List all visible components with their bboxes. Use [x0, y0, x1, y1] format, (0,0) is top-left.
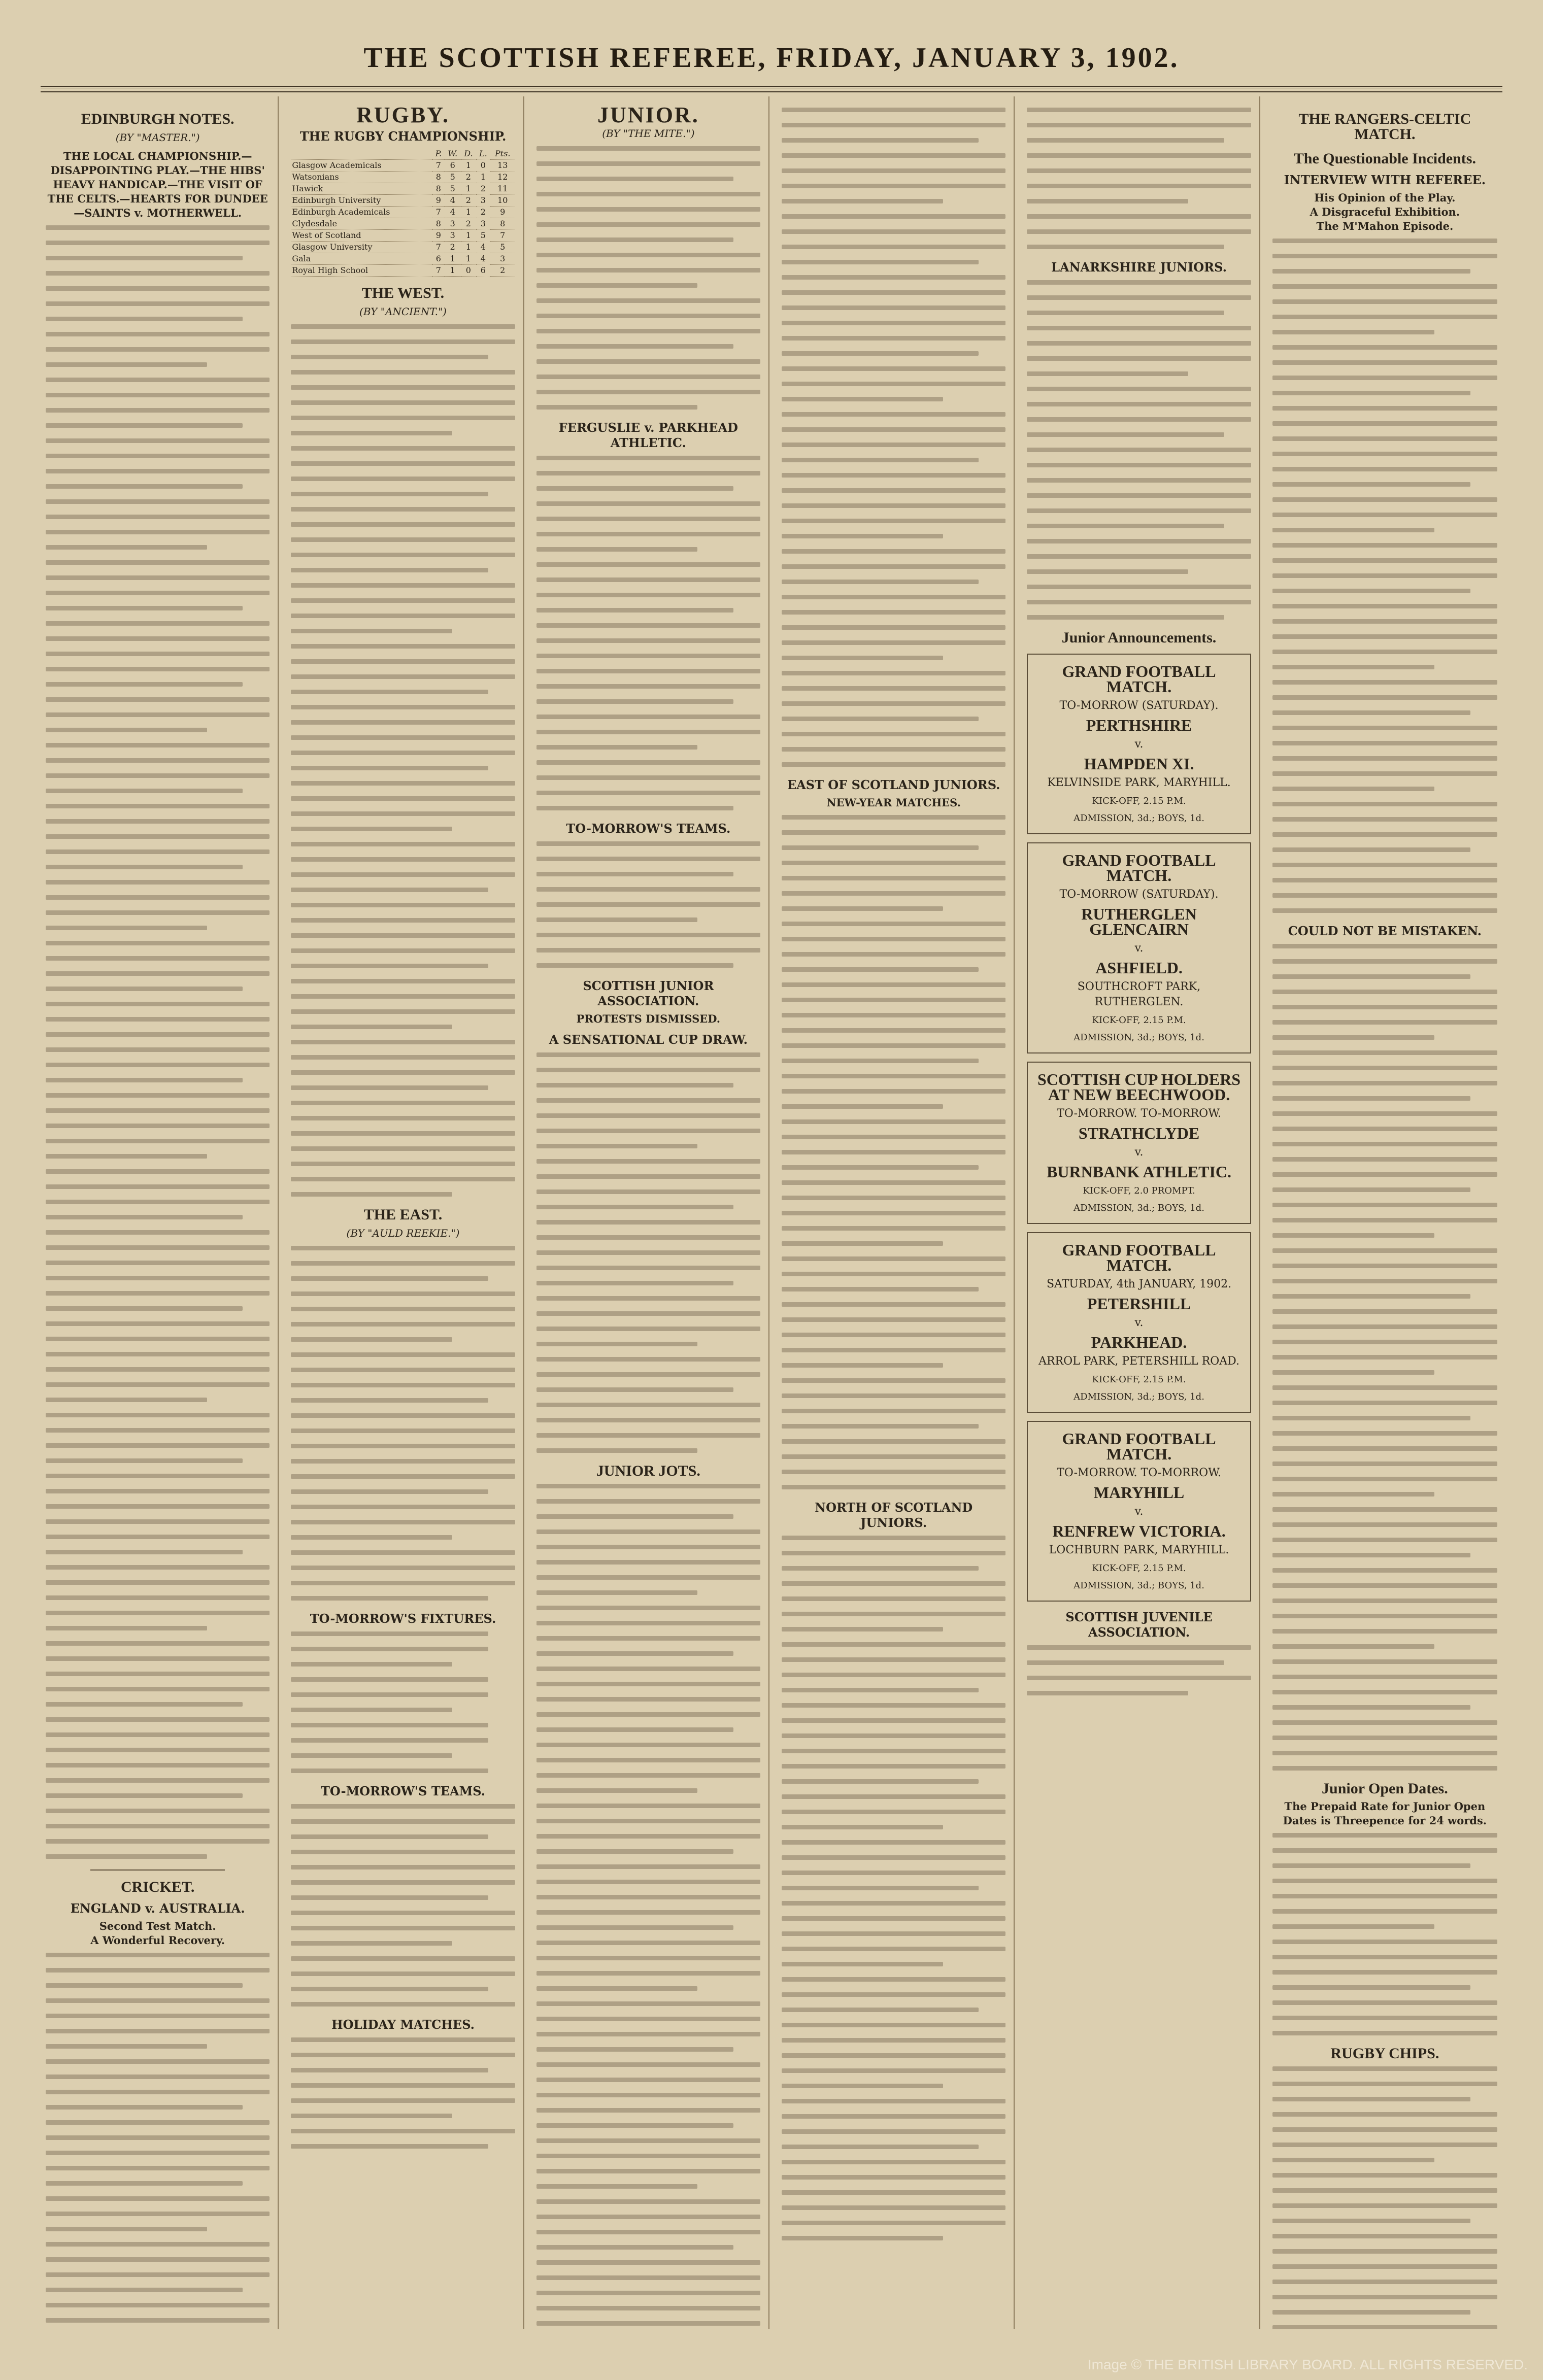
- table-header-cell: D.: [461, 148, 476, 160]
- table-cell: Watsonians: [291, 172, 432, 183]
- cricket-sub-heading: ENGLAND v. AUSTRALIA.: [70, 1901, 245, 1916]
- table-row: [291, 160, 515, 172]
- masthead-rule: [41, 91, 1502, 92]
- east-of-scotland-heading: EAST OF SCOTLAND JUNIORS.: [787, 777, 1000, 792]
- table-cell: 8: [432, 218, 444, 230]
- table-cell: West of Scotland: [291, 230, 432, 242]
- rugby-teams-list: [291, 1804, 515, 2007]
- table-cell: 7: [432, 160, 444, 172]
- table-cell: 3: [476, 195, 490, 207]
- ad-when: TO-MORROW (SATURDAY).: [1059, 888, 1219, 901]
- table-cell: Glasgow University: [291, 242, 432, 253]
- ad-vs: v.: [1134, 1146, 1144, 1159]
- table-cell: 4: [445, 207, 461, 218]
- table-cell: 6: [445, 160, 461, 172]
- table-cell: 5: [445, 183, 461, 195]
- rugby-fixtures-heading: TO-MORROW'S FIXTURES.: [310, 1611, 496, 1626]
- table-cell: 2: [461, 172, 476, 183]
- east-of-scotland-body: [782, 815, 1005, 1489]
- table-cell: 2: [461, 195, 476, 207]
- table-cell: 3: [476, 218, 490, 230]
- ad-venue: ARROL PARK, PETERSHILL ROAD.: [1038, 1355, 1240, 1368]
- section-divider: [90, 1869, 225, 1871]
- junior-announcements-heading: Junior Announcements.: [1061, 629, 1217, 646]
- table-cell: 2: [476, 183, 490, 195]
- north-of-scotland-heading: NORTH OF SCOTLAND JUNIORS.: [815, 1500, 973, 1530]
- ad-when: TO-MORROW (SATURDAY).: [1059, 699, 1219, 712]
- table-header-cell: L.: [476, 148, 490, 160]
- north-of-scotland-body: [782, 1536, 1005, 2240]
- column-rugby: [283, 96, 524, 2329]
- table-cell: 1: [461, 207, 476, 218]
- table-cell: Glasgow Academicals: [291, 160, 432, 172]
- ad-when: TO-MORROW. TO-MORROW.: [1057, 1107, 1221, 1120]
- table-cell: 7: [432, 207, 444, 218]
- table-cell: 7: [432, 265, 444, 277]
- table-cell: 1: [445, 265, 461, 277]
- ad-team2: ASHFIELD.: [1095, 959, 1183, 977]
- the-west-byline: (BY "ANCIENT."): [359, 305, 447, 318]
- edinburgh-notes-heading: EDINBURGH NOTES.: [81, 111, 234, 127]
- table-cell: 5: [445, 172, 461, 183]
- copyright-footer: Image © THE BRITISH LIBRARY BOARD. ALL RIGHTS RESERVED.: [1087, 2357, 1528, 2372]
- ad-team1: MARYHILL: [1093, 1483, 1185, 1502]
- opinion-heading: His Opinion of the Play.: [1314, 191, 1456, 204]
- ad-adm: ADMISSION, 3d.; BOYS, 1d.: [1074, 1203, 1204, 1213]
- table-cell: 2: [490, 265, 515, 277]
- mistaken-body: [1272, 944, 1497, 1771]
- interview-heading: INTERVIEW WITH REFEREE.: [1284, 173, 1486, 187]
- ad-team2: HAMPDEN XI.: [1084, 755, 1194, 773]
- table-cell: 2: [476, 207, 490, 218]
- edinburgh-subheads: THE LOCAL CHAMPIONSHIP.—DISAPPOINTING PLAY.—THE HIBS' HEAVY HANDICAP.—THE VISIT OF THE CELTS.—HEARTS FOR DUNDEE—SAINTS v. MOTHERWELL.: [47, 150, 268, 219]
- ad-vs: v.: [1134, 738, 1144, 751]
- table-header-cell: W.: [445, 148, 461, 160]
- table-header-cell: P.: [432, 148, 444, 160]
- the-west-body: [291, 324, 515, 1197]
- holiday-matches-heading: HOLIDAY MATCHES.: [331, 2017, 475, 2032]
- ad-vs: v.: [1134, 1505, 1144, 1518]
- ad-team1: PERTHSHIRE: [1086, 716, 1192, 734]
- could-not-be-mistaken-heading: COULD NOT BE MISTAKEN.: [1288, 924, 1482, 938]
- edinburgh-byline: (BY "MASTER."): [115, 131, 200, 144]
- edinburgh-body: [46, 225, 270, 1859]
- ad-venue: KELVINSIDE PARK, MARYHILL.: [1047, 776, 1231, 789]
- open-dates-note: The Prepaid Rate for Junior Open Dates is Threepence for 24 words.: [1283, 1800, 1487, 1827]
- table-cell: 8: [490, 218, 515, 230]
- table-cell: Hawick: [291, 183, 432, 195]
- rugby-teams-heading: TO-MORROW'S TEAMS.: [320, 1784, 486, 1798]
- rugby-championship-heading: THE RUGBY CHAMPIONSHIP.: [299, 129, 507, 144]
- ad-head: GRAND FOOTBALL MATCH.: [1062, 851, 1216, 885]
- junior-jots-heading: JUNIOR JOTS.: [596, 1463, 700, 1479]
- table-cell: 5: [490, 242, 515, 253]
- lanark-preamble: [1027, 108, 1251, 249]
- table-cell: 12: [490, 172, 515, 183]
- junior-results: [536, 146, 760, 410]
- table-row: [291, 172, 515, 183]
- junior-heading: JUNIOR.: [597, 103, 699, 127]
- column-edinburgh-notes: [38, 96, 279, 2329]
- table-header-cell: [291, 148, 432, 160]
- cricket-heading: CRICKET.: [121, 1879, 195, 1895]
- junior-byline: (BY "THE MITE."): [602, 127, 695, 140]
- junior-teams-body: [536, 841, 760, 968]
- table-cell: Royal High School: [291, 265, 432, 277]
- column-announcements: [1019, 96, 1260, 2329]
- table-cell: 1: [461, 160, 476, 172]
- ad-venue: LOCHBURN PARK, MARYHILL.: [1049, 1544, 1229, 1556]
- table-cell: 10: [490, 195, 515, 207]
- cup-draw-body: [536, 1052, 760, 1453]
- new-year-matches-heading: NEW-YEAR MATCHES.: [826, 796, 961, 809]
- scottish-junior-association-heading: SCOTTISH JUNIOR ASSOCIATION.: [583, 978, 714, 1008]
- cricket-body: [46, 1953, 270, 2329]
- ad-when: TO-MORROW. TO-MORROW.: [1057, 1467, 1221, 1479]
- ad-venue: SOUTHCROFT PARK, RUTHERGLEN.: [1077, 980, 1201, 1008]
- ad-head: GRAND FOOTBALL MATCH.: [1062, 1241, 1216, 1274]
- ad-team2: RENFREW VICTORIA.: [1052, 1522, 1226, 1540]
- cricket-sub3: A Wonderful Recovery.: [90, 1934, 225, 1947]
- table-cell: 5: [476, 230, 490, 242]
- table-cell: Edinburgh Academicals: [291, 207, 432, 218]
- table-cell: 1: [461, 253, 476, 265]
- ad-adm: ADMISSION, 3d.; BOYS, 1d.: [1074, 813, 1204, 824]
- table-cell: 2: [445, 242, 461, 253]
- ad-head: GRAND FOOTBALL MATCH.: [1062, 1430, 1216, 1463]
- table-cell: 0: [476, 160, 490, 172]
- ad-team1: STRATHCLYDE: [1078, 1124, 1200, 1142]
- ad-ko: KICK-OFF, 2.15 P.M.: [1092, 1563, 1186, 1574]
- ad-ko: KICK-OFF, 2.15 P.M.: [1092, 1015, 1186, 1026]
- table-row: [291, 207, 515, 218]
- table-row: [291, 230, 515, 242]
- holiday-matches-list: [291, 2037, 515, 2149]
- column-junior: [528, 96, 769, 2329]
- table-cell: 7: [490, 230, 515, 242]
- the-east-heading: THE EAST.: [363, 1206, 443, 1223]
- table-cell: 4: [476, 242, 490, 253]
- table-cell: Gala: [291, 253, 432, 265]
- table-row: [291, 195, 515, 207]
- table-cell: 1: [445, 253, 461, 265]
- table-cell: 3: [445, 230, 461, 242]
- the-east-body: [291, 1246, 515, 1601]
- ad-head: GRAND FOOTBALL MATCH.: [1062, 662, 1216, 696]
- open-dates-body: [1272, 1833, 1497, 2035]
- table-cell: 1: [461, 242, 476, 253]
- the-east-byline: (BY "AULD REEKIE."): [346, 1227, 460, 1239]
- ad-ko: KICK-OFF, 2.15 P.M.: [1092, 1374, 1186, 1385]
- rugby-championship-table: [291, 148, 515, 277]
- announcement-ad: [1027, 1062, 1251, 1224]
- table-cell: Clydesdale: [291, 218, 432, 230]
- masthead-title: THE SCOTTISH REFEREE, FRIDAY, JANUARY 3, 1902.: [363, 42, 1180, 74]
- the-west-heading: THE WEST.: [361, 285, 445, 301]
- table-cell: 13: [490, 160, 515, 172]
- table-cell: 7: [432, 242, 444, 253]
- juvenile-body: [1027, 1645, 1251, 1695]
- mmahon-heading: The M'Mahon Episode.: [1316, 220, 1454, 232]
- lanarkshire-juniors-heading: LANARKSHIRE JUNIORS.: [1051, 260, 1227, 275]
- ad-vs: v.: [1134, 942, 1144, 955]
- table-cell: 6: [476, 265, 490, 277]
- announcement-ad: [1027, 654, 1251, 834]
- questionable-incidents-heading: The Questionable Incidents.: [1293, 150, 1476, 167]
- column-junior-continued: [774, 96, 1015, 2329]
- rangers-celtic-body: [1272, 239, 1497, 913]
- rugby-fixtures-list: [291, 1631, 515, 1773]
- table-row: [291, 242, 515, 253]
- table-cell: 1: [476, 172, 490, 183]
- junior-continued-body: [782, 108, 1005, 767]
- table-cell: 0: [461, 265, 476, 277]
- table-cell: 4: [445, 195, 461, 207]
- table-cell: 1: [461, 183, 476, 195]
- junior-jots-body: [536, 1484, 760, 2329]
- protests-dismissed-heading: PROTESTS DISMISSED.: [576, 1012, 721, 1025]
- table-cell: 9: [490, 207, 515, 218]
- ad-when: SATURDAY, 4th JANUARY, 1902.: [1046, 1278, 1232, 1290]
- table-cell: 9: [432, 230, 444, 242]
- table-row: [291, 183, 515, 195]
- table-cell: 1: [461, 230, 476, 242]
- ad-ko: KICK-OFF, 2.15 P.M.: [1092, 796, 1186, 806]
- ad-vs: v.: [1134, 1316, 1144, 1329]
- column-rangers-celtic: [1264, 96, 1505, 2329]
- table-cell: 2: [461, 218, 476, 230]
- ad-team2: BURNBANK ATHLETIC.: [1047, 1163, 1231, 1181]
- announcement-ad: [1027, 842, 1251, 1053]
- ad-head: SCOTTISH CUP HOLDERS AT NEW BEECHWOOD.: [1037, 1070, 1241, 1104]
- disgraceful-heading: A Disgraceful Exhibition.: [1310, 206, 1460, 218]
- ad-adm: ADMISSION, 3d.; BOYS, 1d.: [1074, 1391, 1204, 1402]
- masthead: [41, 30, 1502, 88]
- announcement-ads: [1027, 654, 1251, 1602]
- junior-open-dates-heading: Junior Open Dates.: [1322, 1780, 1448, 1797]
- table-cell: 9: [432, 195, 444, 207]
- rugby-chips-body: [1272, 2066, 1497, 2329]
- table-header-row: [291, 148, 515, 160]
- table-row: [291, 265, 515, 277]
- lanarkshire-body: [1027, 280, 1251, 620]
- ad-adm: ADMISSION, 3d.; BOYS, 1d.: [1074, 1580, 1204, 1591]
- ad-team1: PETERSHILL: [1087, 1295, 1191, 1313]
- table-cell: Edinburgh University: [291, 195, 432, 207]
- columns: [36, 96, 1507, 2329]
- table-cell: 6: [432, 253, 444, 265]
- ferguslie-heading: FERGUSLIE v. PARKHEAD ATHLETIC.: [558, 420, 738, 450]
- announcement-ad: [1027, 1421, 1251, 1602]
- table-cell: 8: [432, 183, 444, 195]
- rangers-celtic-heading: THE RANGERS-CELTIC MATCH.: [1298, 111, 1471, 143]
- table-cell: 11: [490, 183, 515, 195]
- ad-team2: PARKHEAD.: [1091, 1333, 1187, 1351]
- table-row: [291, 253, 515, 265]
- ad-adm: ADMISSION, 3d.; BOYS, 1d.: [1074, 1032, 1204, 1043]
- announcement-ad: [1027, 1232, 1251, 1413]
- ferguslie-body: [536, 456, 760, 810]
- cup-draw-heading: A SENSATIONAL CUP DRAW.: [549, 1032, 748, 1047]
- rugby-chips-heading: RUGBY CHIPS.: [1330, 2045, 1439, 2062]
- table-cell: 4: [476, 253, 490, 265]
- table-cell: 3: [445, 218, 461, 230]
- rugby-heading: RUGBY.: [356, 103, 450, 127]
- cricket-sub2: Second Test Match.: [99, 1920, 216, 1932]
- table-header-cell: Pts.: [490, 148, 515, 160]
- scottish-juvenile-heading: SCOTTISH JUVENILE ASSOCIATION.: [1065, 1610, 1213, 1640]
- ad-ko: KICK-OFF, 2.0 PROMPT.: [1083, 1185, 1195, 1196]
- table-cell: 8: [432, 172, 444, 183]
- junior-teams-heading: TO-MORROW'S TEAMS.: [566, 821, 731, 836]
- table-row: [291, 218, 515, 230]
- table-cell: 3: [490, 253, 515, 265]
- ad-team1: RUTHERGLEN GLENCAIRN: [1081, 905, 1197, 938]
